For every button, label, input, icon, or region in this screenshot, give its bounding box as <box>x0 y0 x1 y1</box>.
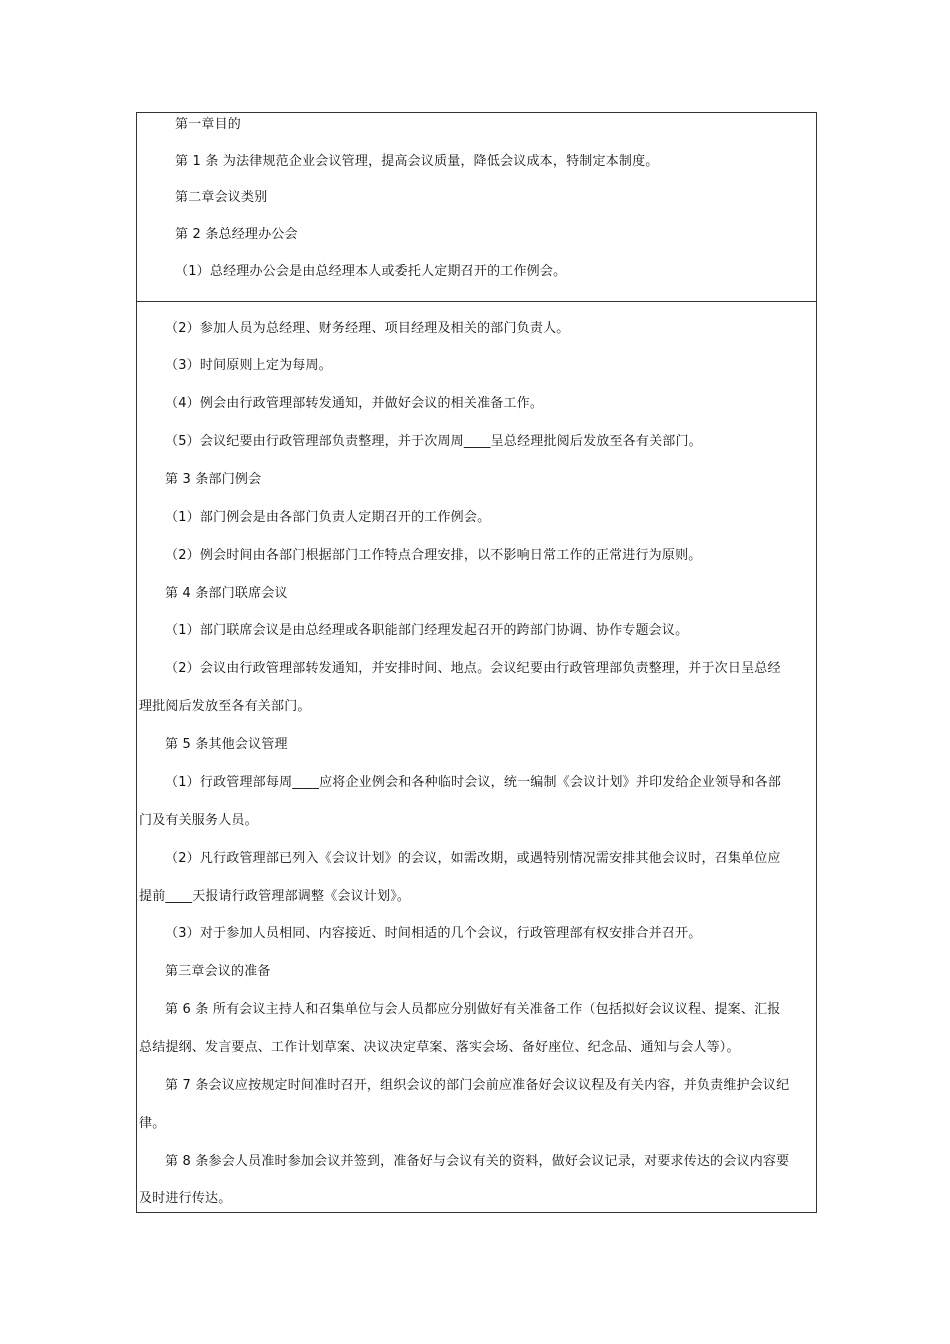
article-paragraph: 第 8 条参会人员准时参加会议并签到，准备好与会议有关的资料，做好会议记录，对要求传达的会议内容要 <box>165 1154 790 1169</box>
article-paragraph: 第 6 条 所有会议主持人和召集单位与会人员都应分别做好有关准备工作（包括拟好会议议程、提案、汇报 <box>165 1002 781 1017</box>
clause-paragraph: （3）对于参加人员相同、内容接近、时间相适的几个会议，行政管理部有权安排合并召开。 <box>165 926 702 941</box>
clause-paragraph: （1）部门联席会议是由总经理或各职能部门经理发起召开的跨部门协调、协作专题会议。 <box>165 623 689 638</box>
clause-paragraph-continuation: 门及有关服务人员。 <box>139 813 258 828</box>
clause-paragraph: （1）总经理办公会是由总经理本人或委托人定期召开的工作例会。 <box>175 264 567 279</box>
chapter-heading: 第三章会议的准备 <box>165 964 271 979</box>
clause-paragraph: （1）部门例会是由各部门负责人定期召开的工作例会。 <box>165 510 491 525</box>
article-heading: 第 5 条其他会议管理 <box>165 737 288 752</box>
article-heading: 第 3 条部门例会 <box>165 472 262 487</box>
clause-paragraph: （1）行政管理部每周____应将企业例会和各种临时会议，统一编制《会议计划》并印发给企业领导和各部 <box>165 775 782 790</box>
clause-paragraph: （2）参加人员为总经理、财务经理、项目经理及相关的部门负责人。 <box>165 321 570 336</box>
clause-paragraph: （4）例会由行政管理部转发通知，并做好会议的相关准备工作。 <box>165 396 544 411</box>
clause-paragraph: （5）会议纪要由行政管理部负责整理，并于次周周____呈总经理批阅后发放至各有关部门。 <box>165 434 702 449</box>
article-heading: 第 2 条总经理办公会 <box>175 227 298 242</box>
article-paragraph: 第 1 条 为法律规范企业会议管理，提高会议质量，降低会议成本，特制定本制度。 <box>175 154 659 169</box>
article-paragraph-continuation: 总结提纲、发言要点、工作计划草案、决议决定草案、落实会场、备好座位、纪念品、通知与会人等）。 <box>139 1040 740 1055</box>
clause-paragraph: （2）凡行政管理部已列入《会议计划》的会议，如需改期，或遇特别情况需安排其他会议时，召集单位应 <box>165 851 781 866</box>
clause-paragraph: （3）时间原则上定为每周。 <box>165 358 332 373</box>
chapter-heading: 第二章会议类别 <box>175 190 268 205</box>
article-paragraph: 第 7 条会议应按规定时间准时召开，组织会议的部门会前应准备好会议议程及有关内容，并负责维护会议纪 <box>165 1078 790 1093</box>
clause-paragraph-continuation: 理批阅后发放至各有关部门。 <box>139 699 311 714</box>
clause-paragraph-continuation: 提前____天报请行政管理部调整《会议计划》。 <box>139 889 411 904</box>
clause-paragraph: （2）例会时间由各部门根据部门工作特点合理安排，以不影响日常工作的正常进行为原则。 <box>165 548 702 563</box>
chapter-heading: 第一章目的 <box>175 117 242 132</box>
document-table-cell-top <box>136 112 817 302</box>
article-paragraph-continuation: 律。 <box>139 1116 166 1131</box>
article-heading: 第 4 条部门联席会议 <box>165 586 288 601</box>
article-paragraph-continuation: 及时进行传达。 <box>139 1191 232 1206</box>
clause-paragraph: （2）会议由行政管理部转发通知，并安排时间、地点。会议纪要由行政管理部负责整理，并于次日呈总经 <box>165 661 781 676</box>
document-table-cell-main <box>136 301 817 1213</box>
